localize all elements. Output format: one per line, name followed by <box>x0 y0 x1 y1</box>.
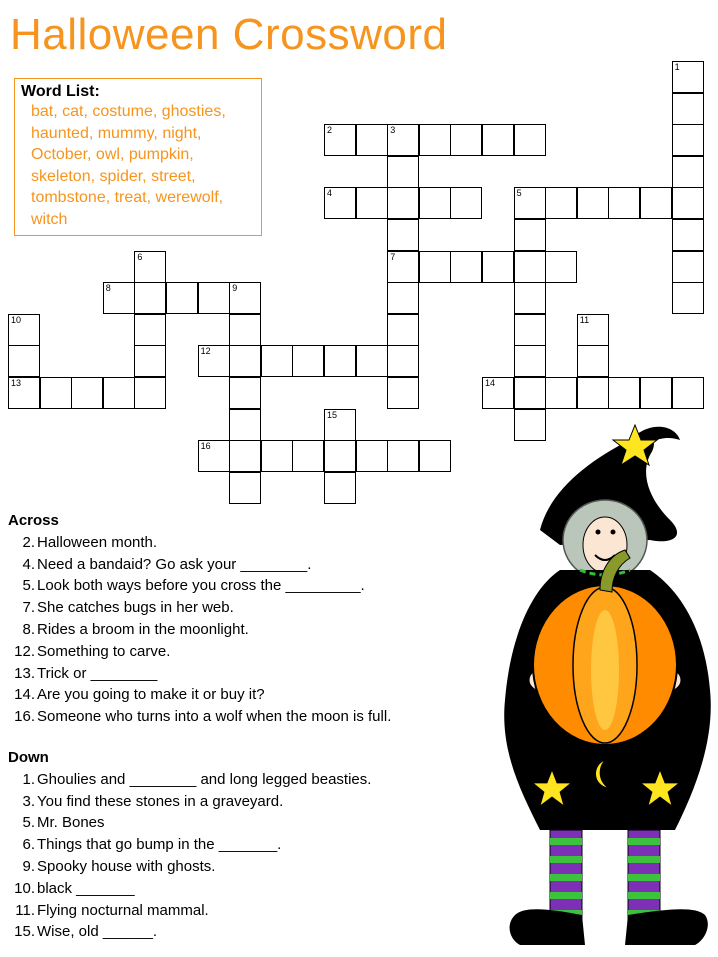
crossword-cell[interactable] <box>545 251 577 283</box>
clue-text: Need a bandaid? Go ask your ________. <box>37 555 312 573</box>
clue-text: black _______ <box>37 879 135 897</box>
crossword-cell[interactable] <box>450 187 482 219</box>
crossword-cell[interactable] <box>324 187 356 219</box>
clue-text: Ghoulies and ________ and long legged beasties. <box>37 770 372 788</box>
crossword-cell[interactable] <box>292 440 324 472</box>
crossword-cell[interactable] <box>8 314 40 346</box>
crossword-cell[interactable] <box>387 251 419 283</box>
crossword-cell[interactable] <box>640 187 672 219</box>
crossword-cell[interactable] <box>71 377 103 409</box>
clue-number: 12. <box>14 642 35 660</box>
crossword-cell[interactable] <box>166 282 198 314</box>
clue-number-label: 1 <box>674 62 680 72</box>
clue-number: 15. <box>14 923 35 941</box>
crossword-cell[interactable] <box>8 377 40 409</box>
clue-item <box>8 597 391 619</box>
crossword-cell[interactable] <box>324 440 356 472</box>
crossword-cell[interactable] <box>545 377 577 409</box>
clue-number-label: 12 <box>200 346 211 357</box>
crossword-cell[interactable] <box>292 345 324 377</box>
clue-text: Mr. Bones <box>37 814 105 832</box>
clue-number: 14. <box>14 686 35 704</box>
clue-item <box>8 900 371 922</box>
crossword-cell[interactable] <box>134 345 166 377</box>
crossword-cell[interactable] <box>419 440 451 472</box>
crossword-cell[interactable] <box>229 314 261 346</box>
crossword-cell[interactable] <box>387 124 419 156</box>
crossword-cell[interactable] <box>324 472 356 504</box>
clue-number: 11. <box>15 901 35 919</box>
crossword-cell[interactable] <box>387 282 419 314</box>
crossword-cell[interactable] <box>356 345 388 377</box>
clue-item <box>8 878 371 900</box>
down-clues <box>8 747 371 943</box>
crossword-cell[interactable] <box>450 124 482 156</box>
clue-number-label: 4 <box>327 188 333 199</box>
crossword-cell[interactable] <box>514 251 546 283</box>
crossword-cell[interactable] <box>482 251 514 283</box>
clue-number: 2. <box>22 533 35 551</box>
crossword-cell[interactable] <box>514 345 546 377</box>
crossword-cell[interactable] <box>387 219 419 251</box>
clue-item <box>8 641 391 663</box>
crossword-cell[interactable] <box>387 187 419 219</box>
clue-number-label: 9 <box>232 283 238 294</box>
crossword-cell[interactable] <box>261 345 293 377</box>
word-list-words <box>21 101 255 230</box>
clue-text: You find these stones in a graveyard. <box>37 792 284 810</box>
crossword-cell[interactable] <box>608 187 640 219</box>
clue-item <box>8 791 371 813</box>
clue-number: 7. <box>22 599 35 617</box>
clue-item <box>8 706 391 728</box>
clue-item <box>8 856 371 878</box>
crossword-cell[interactable] <box>419 251 451 283</box>
clue-text: Flying nocturnal mammal. <box>37 901 209 919</box>
crossword-cell[interactable] <box>387 345 419 377</box>
crossword-cell[interactable] <box>514 124 546 156</box>
word-list-line: tombstone, treat, werewolf, <box>31 189 224 206</box>
crossword-cell[interactable] <box>672 61 704 93</box>
crossword-cell[interactable] <box>419 187 451 219</box>
crossword-cell[interactable] <box>324 345 356 377</box>
crossword-cell[interactable] <box>672 251 704 283</box>
crossword-cell[interactable] <box>356 124 388 156</box>
clue-number-label: 14 <box>485 378 496 388</box>
crossword-cell[interactable] <box>482 124 514 156</box>
clue-item <box>8 812 371 834</box>
crossword-cell[interactable] <box>514 219 546 251</box>
clue-number: 9. <box>22 857 35 875</box>
crossword-cell[interactable] <box>229 409 261 441</box>
crossword-cell[interactable] <box>387 440 419 472</box>
clue-number: 13. <box>14 664 35 682</box>
crossword-cell[interactable] <box>134 282 166 314</box>
crossword-cell[interactable] <box>324 409 356 441</box>
word-list-box <box>14 78 262 236</box>
word-list-line: October, owl, pumpkin, <box>31 146 194 163</box>
word-list-line: haunted, mummy, night, <box>31 124 202 142</box>
clue-text: Something to carve. <box>37 642 171 660</box>
crossword-cell[interactable] <box>672 377 704 409</box>
crossword-cell[interactable] <box>229 440 261 472</box>
crossword-cell[interactable] <box>640 377 672 409</box>
crossword-cell[interactable] <box>672 124 704 156</box>
crossword-cell[interactable] <box>356 440 388 472</box>
crossword-cell[interactable] <box>8 345 40 377</box>
page-title: Halloween Crossword <box>10 10 448 59</box>
clue-text: Rides a broom in the moonlight. <box>37 620 249 638</box>
crossword-cell[interactable] <box>198 440 230 472</box>
crossword-cell[interactable] <box>577 345 609 377</box>
across-clues <box>8 510 391 728</box>
clue-number: 3. <box>22 792 35 810</box>
clue-item <box>8 684 391 706</box>
clue-number-label: 15 <box>327 409 338 420</box>
down-heading: Down <box>8 749 49 766</box>
clue-number-label: 8 <box>105 283 111 294</box>
clue-item <box>8 575 391 597</box>
clue-number-label: 10 <box>11 314 22 325</box>
clue-item <box>8 619 391 641</box>
clue-number: 8. <box>22 620 35 638</box>
crossword-cell[interactable] <box>514 187 546 219</box>
clue-item <box>8 769 371 791</box>
crossword-cell[interactable] <box>261 440 293 472</box>
clue-text: Things that go bump in the _______. <box>37 836 282 854</box>
crossword-cell[interactable] <box>134 314 166 346</box>
crossword-cell[interactable] <box>134 377 166 409</box>
clue-number: 5. <box>22 814 35 832</box>
crossword-cell[interactable] <box>608 377 640 409</box>
crossword-cell[interactable] <box>229 377 261 409</box>
crossword-cell[interactable] <box>103 377 135 409</box>
word-list-line: witch <box>31 210 68 228</box>
crossword-cell[interactable] <box>356 187 388 219</box>
clue-text: Someone who turns into a wolf when the moon is full. <box>37 708 392 726</box>
witch-shoe <box>510 909 585 945</box>
crossword-cell[interactable] <box>514 314 546 346</box>
clue-text: Are you going to make it or buy it? <box>37 686 265 704</box>
clue-number: 1. <box>22 770 35 788</box>
clue-number-label: 6 <box>137 251 143 262</box>
crossword-cell[interactable] <box>134 251 166 283</box>
clue-number-label: 5 <box>516 188 522 199</box>
crossword-cell[interactable] <box>672 187 704 219</box>
clue-item <box>8 554 391 576</box>
crossword-cell[interactable] <box>672 93 704 125</box>
clue-text: Trick or ________ <box>37 664 158 682</box>
crossword-cell[interactable] <box>229 282 261 314</box>
crossword-cell[interactable] <box>545 187 577 219</box>
clue-number-label: 3 <box>390 125 396 136</box>
crossword-cell[interactable] <box>577 187 609 219</box>
clue-item <box>8 532 391 554</box>
clue-number: 5. <box>22 577 35 595</box>
witch-legs <box>550 830 660 920</box>
clue-text: She catches bugs in her web. <box>37 599 234 617</box>
crossword-cell[interactable] <box>672 156 704 188</box>
crossword-cell[interactable] <box>450 251 482 283</box>
crossword-cell[interactable] <box>198 345 230 377</box>
crossword-cell[interactable] <box>672 282 704 314</box>
clue-item <box>8 663 391 685</box>
witch-illustration <box>500 420 715 950</box>
clue-number: 4. <box>22 555 35 573</box>
clue-text: Halloween month. <box>37 533 158 551</box>
crossword-cell[interactable] <box>198 282 230 314</box>
crossword-cell[interactable] <box>577 377 609 409</box>
clue-item <box>8 834 371 856</box>
crossword-cell[interactable] <box>324 124 356 156</box>
clue-text: Look both ways before you cross the _________. <box>37 577 365 595</box>
word-list-heading: Word List: <box>21 83 100 100</box>
crossword-cell[interactable] <box>387 156 419 188</box>
crossword-cell[interactable] <box>40 377 72 409</box>
clue-number-label: 16 <box>200 441 211 452</box>
crossword-cell[interactable] <box>229 472 261 504</box>
crossword-cell[interactable] <box>514 377 546 409</box>
crossword-cell[interactable] <box>387 377 419 409</box>
word-list-line: bat, cat, costume, ghosties, <box>31 103 226 120</box>
crossword-cell[interactable] <box>229 345 261 377</box>
clue-text: Spooky house with ghosts. <box>37 857 216 875</box>
clue-number-label: 11 <box>579 314 590 325</box>
crossword-cell[interactable] <box>672 219 704 251</box>
clue-number-label: 2 <box>327 125 333 136</box>
crossword-cell[interactable] <box>419 124 451 156</box>
clue-text: Wise, old ______. <box>37 923 158 941</box>
witch-shoe <box>625 909 708 945</box>
clue-item <box>8 921 371 943</box>
crossword-cell[interactable] <box>514 282 546 314</box>
crossword-cell[interactable] <box>577 314 609 346</box>
across-heading: Across <box>8 512 59 529</box>
clue-number: 6. <box>22 836 35 854</box>
crossword-cell[interactable] <box>103 282 135 314</box>
crossword-cell[interactable] <box>482 377 514 409</box>
clue-number-label: 7 <box>390 251 396 262</box>
clue-number: 10. <box>14 879 35 897</box>
clue-number-label: 13 <box>11 378 22 388</box>
crossword-cell[interactable] <box>387 314 419 346</box>
word-list-line: skeleton, spider, street, <box>31 167 196 185</box>
clue-number: 16. <box>14 708 35 726</box>
